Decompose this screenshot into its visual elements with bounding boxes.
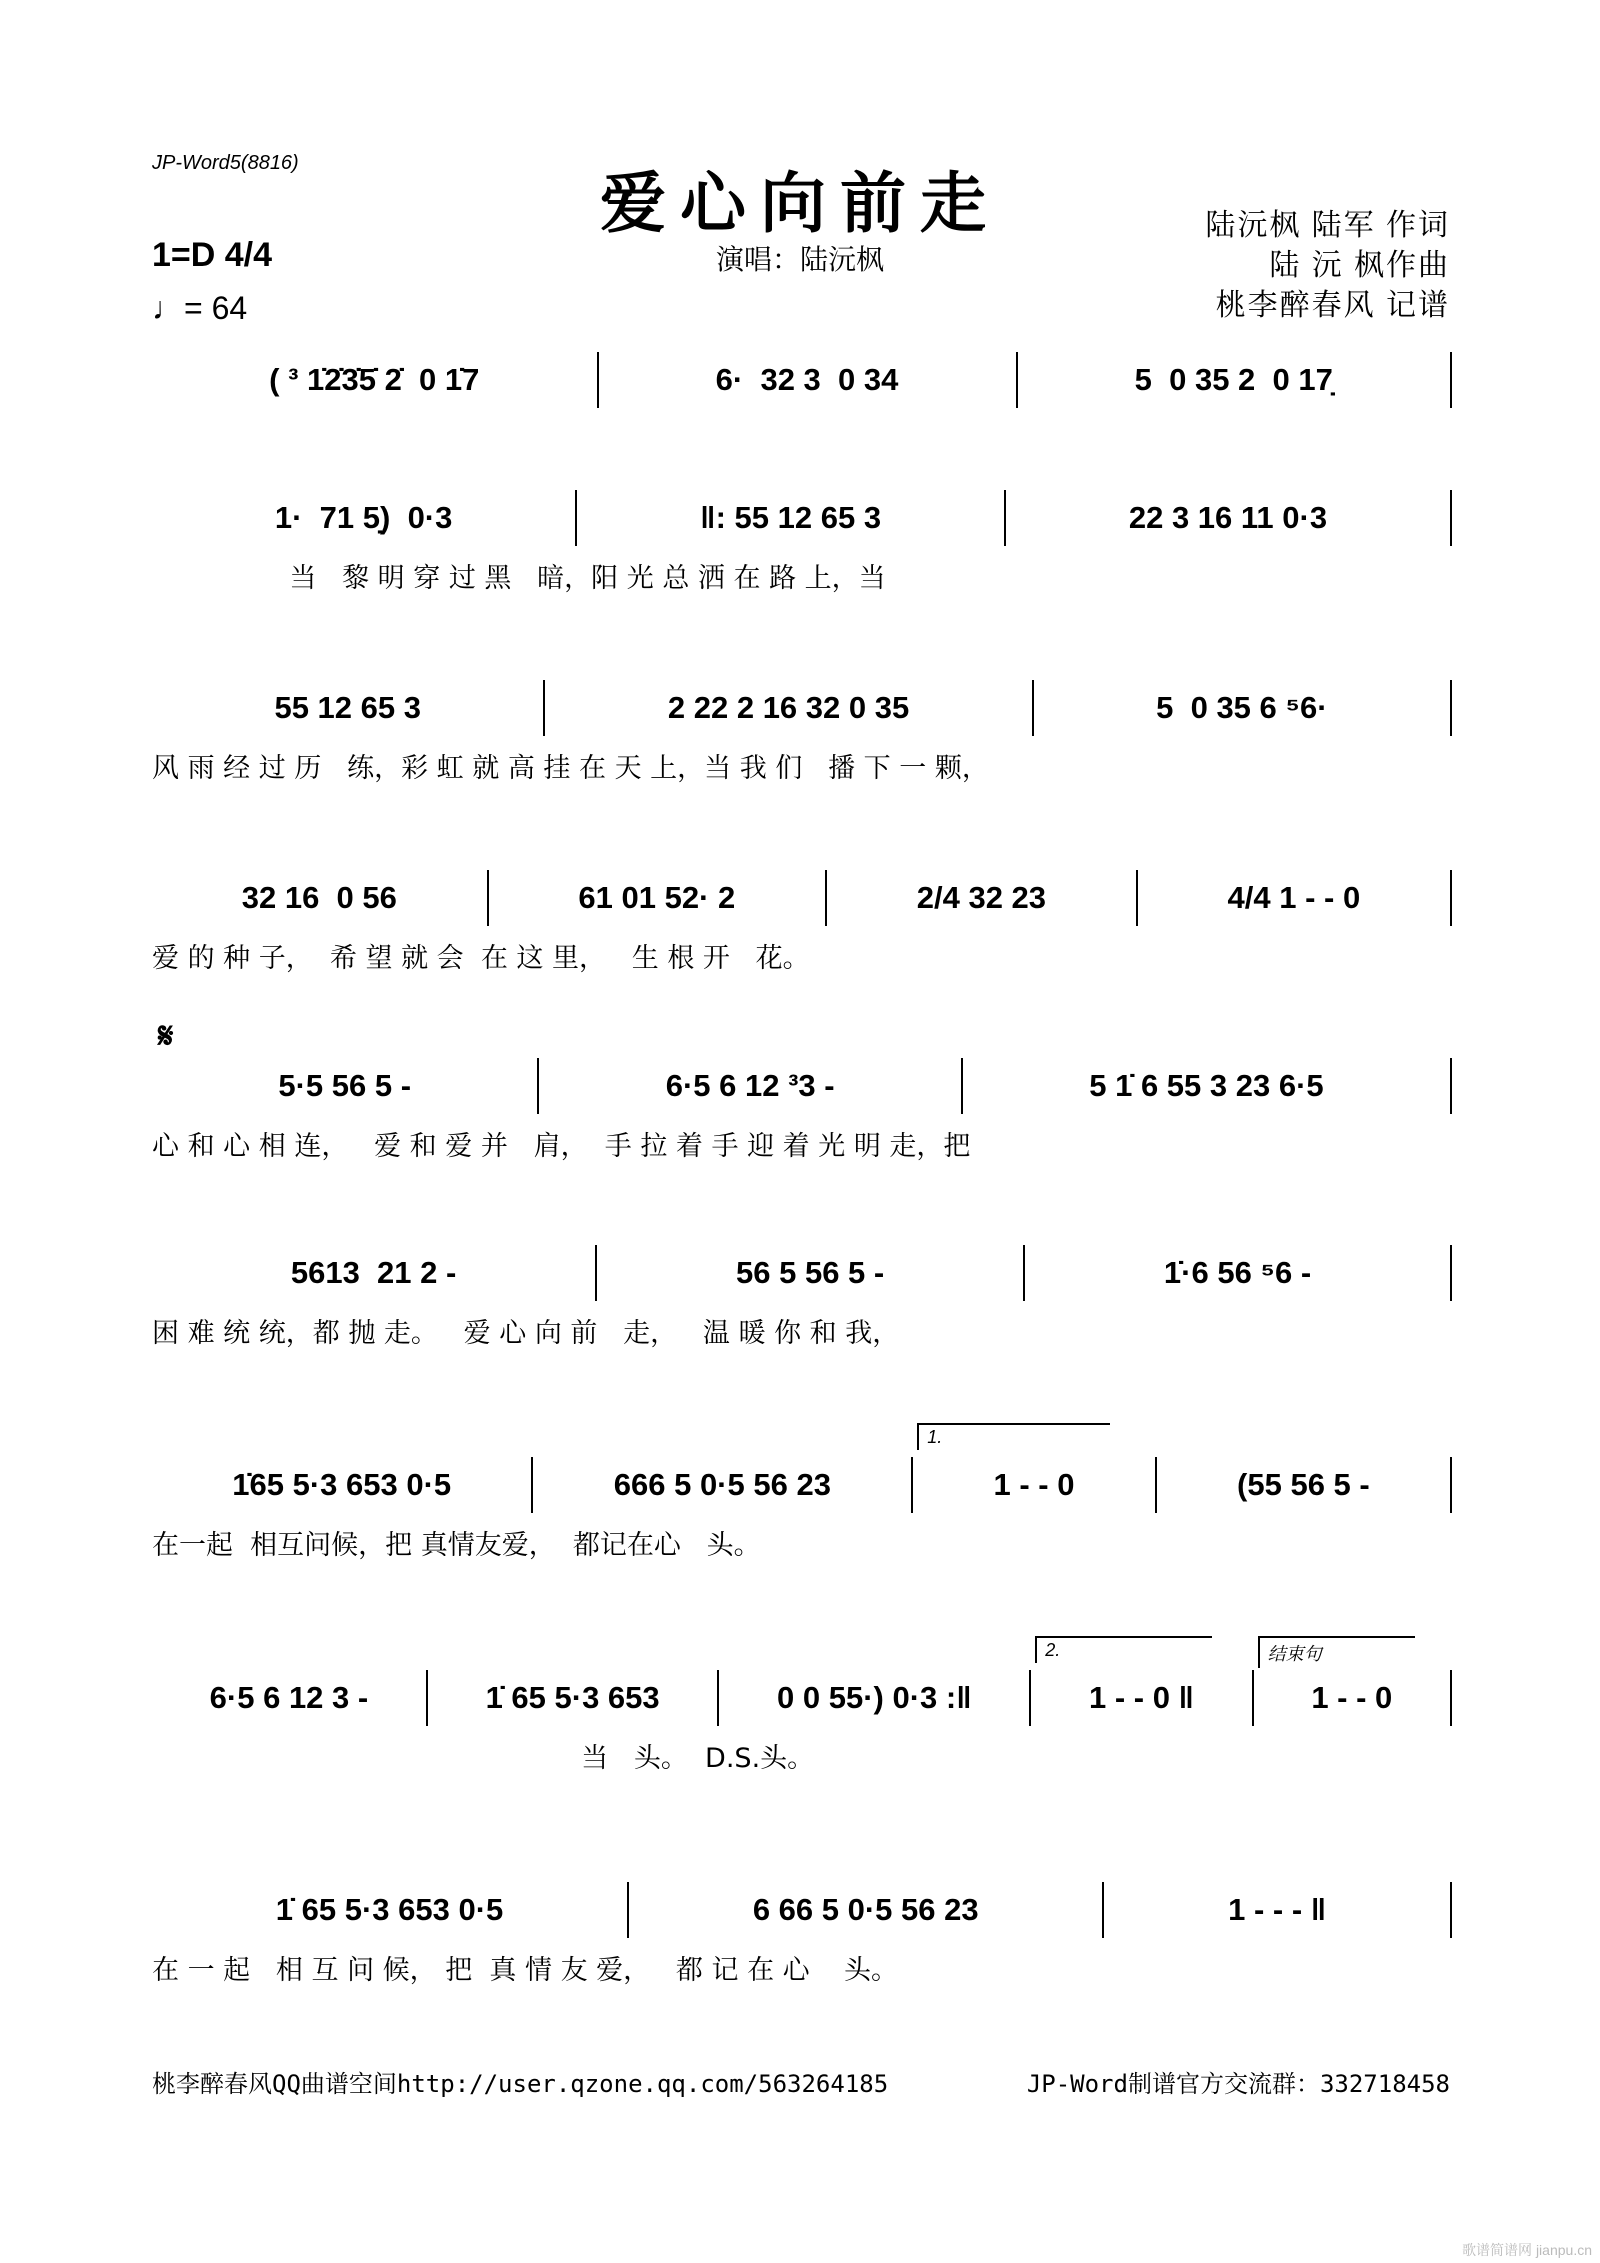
measure [539,1058,963,1114]
measure-notes: 1̇65 5·3 653 0·5 [232,1467,452,1502]
measure-notes: ‖: 55 12 65 3 [700,500,882,535]
measure [1034,680,1452,736]
lyrics-line: 爱 的 种 子， 希 望 就 会 在 这 里， 生 根 开 花。 [152,943,810,974]
lyrics-line: 当 黎 明 穿 过 黑 暗，阳 光 总 洒 在 路 上，当 [152,563,886,594]
measure-notes: 5 0 35 6 ⁵6· [1156,690,1328,725]
measure [489,870,827,926]
measure [1104,1882,1452,1938]
measure [1254,1644,1452,1726]
measure-notes: 5613 21 2 - [290,1255,457,1290]
measure [629,1882,1104,1938]
footer-right: JP-Word制谱官方交流群：332718458 [1026,2070,1450,2098]
notes-line [152,1245,1452,1301]
measure [719,1670,1031,1726]
measure [152,1457,533,1513]
measure [577,490,1006,546]
measure [152,490,577,546]
score-system [152,1640,1452,1775]
lyrics-line: 当 头。 D.S.头。 [152,1743,815,1774]
software-label: JP-Word5(8816) [152,152,299,174]
measure [152,1058,539,1114]
tempo-marking: ♩= 64 [152,290,248,326]
score-system [152,490,1452,595]
measure-notes: 55 12 65 3 [274,690,421,725]
notes-line [152,490,1452,546]
measure [599,352,1018,408]
measure-notes: 56 5 56 5 - [736,1255,885,1290]
lyrics-line: 在一起 相互问候，把 真情友爱， 都记在心 头。 [152,1530,761,1561]
score-system [152,1058,1452,1163]
watermark: 歌谱简谱网 jianpu.cn [1462,2242,1592,2258]
notes-line [152,1427,1452,1513]
measure-notes: 61 01 52· 2 [578,880,736,915]
measure [1006,490,1452,546]
measure-notes: 666 5 0·5 56 23 [613,1467,831,1502]
measure [545,680,1033,736]
measure-notes: 1 - - - ‖ [1228,1892,1327,1927]
measure-notes: 1̇·6 56 ⁵6 - [1163,1255,1312,1290]
measure-notes: 2/4 32 23 [916,880,1047,915]
measure-notes: 6· 32 3 0 34 [715,362,899,397]
measure-notes: 4/4 1 - - 0 [1227,880,1361,915]
score-system [152,1245,1452,1350]
measure [1031,1640,1253,1726]
measure [152,870,489,926]
notes-line [152,680,1452,736]
song-title: 爱心向前走 [600,164,1000,242]
measure-notes: 1 - - 0 [993,1467,1075,1502]
measure [152,1245,597,1301]
measure [597,1245,1025,1301]
measure [152,1882,629,1938]
notes-line [152,1058,1452,1114]
score-system [152,680,1452,785]
measure-notes: ( ³ 1̇2̇3̇5̇ 2̇ 0 1̇7 [269,362,480,397]
score-system [152,870,1452,975]
measure [1025,1245,1452,1301]
measure [152,352,599,408]
measure-notes: 2 22 2 16 32 0 35 [667,690,910,725]
measure-notes: 1 - - 0 [1311,1680,1393,1715]
measure-notes: 5 0 35 2 0 17̣ [1134,362,1333,397]
measure-notes: 6·5 6 12 ³3 - [665,1068,835,1103]
measure [533,1457,913,1513]
volta-bracket: 2. [1035,1636,1211,1663]
measure-notes: 1̇ 65 5·3 653 0·5 [275,1892,504,1927]
measure [1018,352,1453,408]
lyrics-line: 在 一 起 相 互 问 候， 把 真 情 友 爱， 都 记 在 心 头。 [152,1955,898,1986]
transcriber-credit: 桃李醉春风 记谱 [1215,289,1450,322]
measure-notes: 1̇ 65 5·3 653 [485,1680,660,1715]
measure [963,1058,1452,1114]
composer-credit: 陆 沅 枫作曲 [1269,249,1450,282]
measure-notes: 6 66 5 0·5 56 23 [752,1892,979,1927]
measure [1138,870,1452,926]
notes-line [152,1882,1452,1938]
measure-notes: (55 56 5 - [1237,1467,1370,1502]
singer: 演唱：陆沅枫 [715,244,884,275]
measure-notes: 6·5 6 12 3 - [209,1680,369,1715]
measure [428,1670,719,1726]
measure [913,1427,1157,1513]
footer-left: 桃李醉春风QQ曲谱空间http://user.qzone.qq.com/563264185 [152,2070,889,2098]
measure [152,680,545,736]
measure-notes: 32 16 0 56 [241,880,397,915]
segno-icon: 𝄋 [158,1015,174,1056]
measure [1157,1457,1452,1513]
notes-line [152,870,1452,926]
notes-line [152,352,1452,408]
measure-notes: 1 - - 0 ‖ [1088,1680,1194,1715]
volta-bracket: 1. [917,1423,1110,1450]
measure-notes: 1· 71 5̣) 0·3 [274,500,453,535]
key-signature: 1=D 4/4 [152,236,273,274]
measure [827,870,1138,926]
measure-notes: 5 1̇ 6 55 3 23 6·5 [1089,1068,1324,1103]
measure [152,1670,428,1726]
score-system [152,352,1452,418]
measure-notes: 0 0 55·) 0·3 :‖ [777,1680,972,1715]
lyrics-line: 困 难 统 统，都 抛 走。 爱 心 向 前 走， 温 暖 你 和 我， [152,1318,900,1349]
lyrics-line: 心 和 心 相 连， 爱 和 爱 并 肩， 手 拉 着 手 迎 着 光 明 走，把 [152,1131,971,1162]
lyricist-credit: 陆沅枫 陆军 作词 [1205,209,1450,242]
volta-bracket: 结束句 [1258,1636,1415,1668]
notes-line [152,1640,1452,1726]
lyrics-line: 风 雨 经 过 历 练，彩 虹 就 高 挂 在 天 上，当 我 们 播 下 一 颗， [152,753,989,784]
score-system [152,1882,1452,1987]
score-system [152,1427,1452,1562]
measure-notes: 5·5 56 5 - [278,1068,412,1103]
measure-notes: 22 3 16 11 0·3 [1128,500,1328,535]
